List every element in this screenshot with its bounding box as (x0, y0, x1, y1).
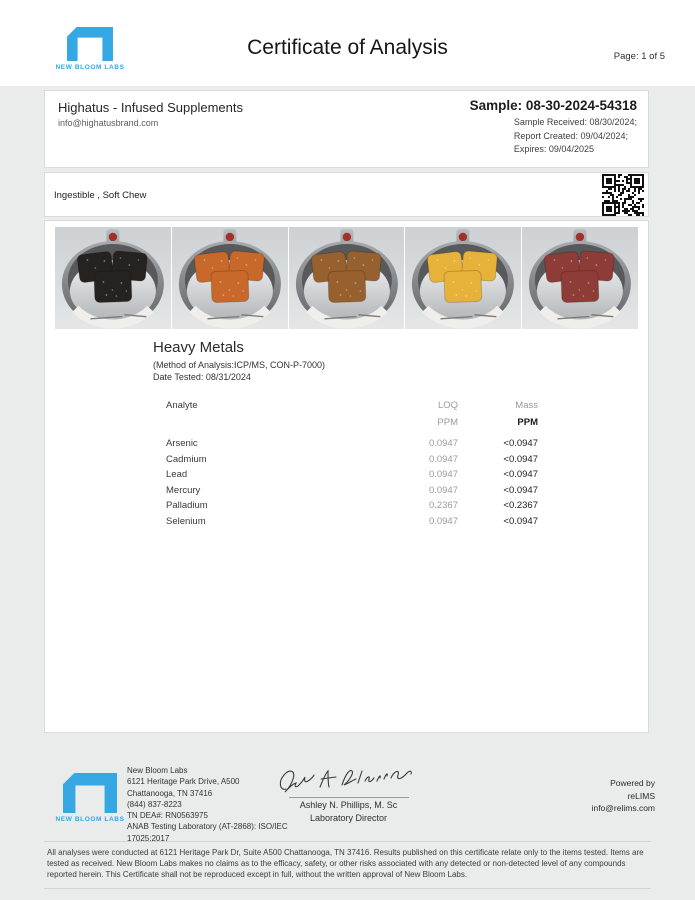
address-line: (844) 837-8223 (127, 799, 182, 809)
unit-mass-ppm: PPM (517, 417, 538, 428)
col-header-mass: Mass (515, 400, 538, 411)
signature-icon (274, 765, 424, 797)
report-expiry-date: Expires: 09/04/2025 (513, 144, 594, 154)
table-row (166, 436, 538, 452)
client-sample-card (44, 90, 649, 168)
sample-details (514, 116, 637, 157)
analyte-loq: 0.0947 (428, 515, 458, 527)
analyte-loq: 0.2367 (428, 500, 458, 511)
sample-info-block (470, 98, 637, 157)
address-line: New Bloom Labs (127, 766, 188, 775)
address-line: 6121 Heritage Park Drive, A500 (127, 777, 240, 787)
page-number: Page: 1 of 5 (613, 51, 665, 62)
date-tested: Date Tested: 08/31/2024 (153, 372, 251, 382)
table-body (166, 436, 538, 529)
sample-photo-1 (55, 227, 171, 329)
disclaimer-top-divider (44, 841, 651, 842)
table-row (166, 452, 538, 468)
footer-lab-logo-icon (63, 773, 117, 813)
disclaimer-bottom-divider (44, 888, 651, 889)
sample-photo-2 (172, 227, 288, 329)
tin-brown-chews (289, 227, 405, 329)
col-header-loq: LOQ (437, 400, 458, 411)
lims-email: info@relims.com (591, 803, 655, 813)
footer-lab-logo (53, 773, 127, 823)
sample-photo-5 (522, 227, 638, 329)
table-row (166, 467, 538, 483)
signature-block (266, 765, 431, 823)
address-line: ANAB Testing Laboratory (AT-2868): ISO/IEC (127, 822, 288, 832)
powered-by-label: Powered by (610, 778, 655, 788)
sample-received-date: Sample Received: 08/30/2024; (513, 117, 637, 127)
signatory-name: Ashley N. Phillips, M. Sc (299, 800, 398, 810)
address-line: 17025:2017 (127, 833, 170, 843)
table-row (166, 514, 538, 530)
report-created-date: Report Created: 09/04/2024; (513, 130, 628, 141)
analyte-loq: 0.0947 (428, 453, 458, 465)
heavy-metals-table (166, 397, 538, 529)
analyte-loq: 0.0947 (428, 438, 458, 449)
analyte-loq: 0.0947 (428, 484, 458, 496)
lims-name: reLIMS (627, 790, 655, 801)
analyte-name: Mercury (166, 484, 201, 496)
tin-red-chews (522, 227, 638, 329)
document-title: Certificate of Analysis (247, 36, 448, 59)
analysis-method: (Method of Analysis:ICP/MS, CON-P-7000) (153, 360, 326, 370)
disclaimer-text: All analyses were conducted at 6121 Heritage Park Dr, Suite A500 Chattanooga, TN 37416. Results published on this certificate relate only to the items tested. Items are tested as received. New Bloom Labs makes no claims as to the efficacy, safety, or other risks associated with any detected or non-detected level of any compounds reported herein. This Certificate shall not be reproduced except in full, without the written approval of New Bloom Labs. (47, 848, 644, 879)
analyte-name: Arsenic (166, 438, 198, 449)
powered-by-block (592, 777, 655, 815)
client-email: info@highatusbrand.com (58, 118, 159, 128)
product-type-card (44, 172, 649, 217)
signature-underline (289, 797, 409, 798)
tin-orange-chews (172, 227, 288, 329)
analyte-loq: 0.0947 (428, 469, 458, 480)
analyte-mass: <0.0947 (503, 469, 538, 480)
address-line: Chattanooga, TN 37416 (127, 788, 213, 798)
analyte-mass: <0.0947 (503, 438, 538, 449)
unit-loq-ppm: PPM (437, 417, 458, 428)
analyte-mass: <0.0947 (503, 515, 538, 527)
table-row (166, 498, 538, 514)
col-header-analyte: Analyte (166, 400, 198, 411)
analyte-name: Lead (166, 469, 188, 480)
client-name: Highatus - Infused Supplements (58, 100, 243, 115)
analyte-name: Selenium (166, 515, 206, 527)
product-type-label: Ingestible , Soft Chew (54, 190, 147, 201)
tin-black-chews (55, 227, 171, 329)
table-unit-row (166, 414, 538, 431)
lab-brand-name: NEW BLOOM LABS (55, 64, 125, 71)
sample-photo-strip (55, 227, 638, 329)
analyte-name: Palladium (166, 500, 208, 511)
analyte-mass: <0.0947 (503, 453, 538, 465)
report-header (0, 0, 695, 86)
tin-yellow-chews (405, 227, 521, 329)
signatory-title: Laboratory Director (309, 813, 388, 823)
address-line: TN DEA#: RN0563975 (127, 811, 208, 821)
sample-id: Sample: 08-30-2024-54318 (469, 98, 637, 113)
analyte-mass: <0.2367 (503, 500, 538, 511)
sample-photo-4 (405, 227, 521, 329)
table-row (166, 483, 538, 499)
table-header-row (166, 397, 538, 414)
sample-photo-3 (289, 227, 405, 329)
analyte-mass: <0.0947 (503, 484, 538, 496)
section-title-heavy-metals: Heavy Metals (153, 339, 244, 356)
unit-spacer (166, 414, 366, 431)
footer-lab-brand-name: NEW BLOOM LABS (55, 816, 125, 823)
qr-code (602, 174, 644, 216)
results-card (44, 220, 649, 733)
lab-address-block (127, 765, 288, 844)
analyte-name: Cadmium (166, 453, 207, 465)
